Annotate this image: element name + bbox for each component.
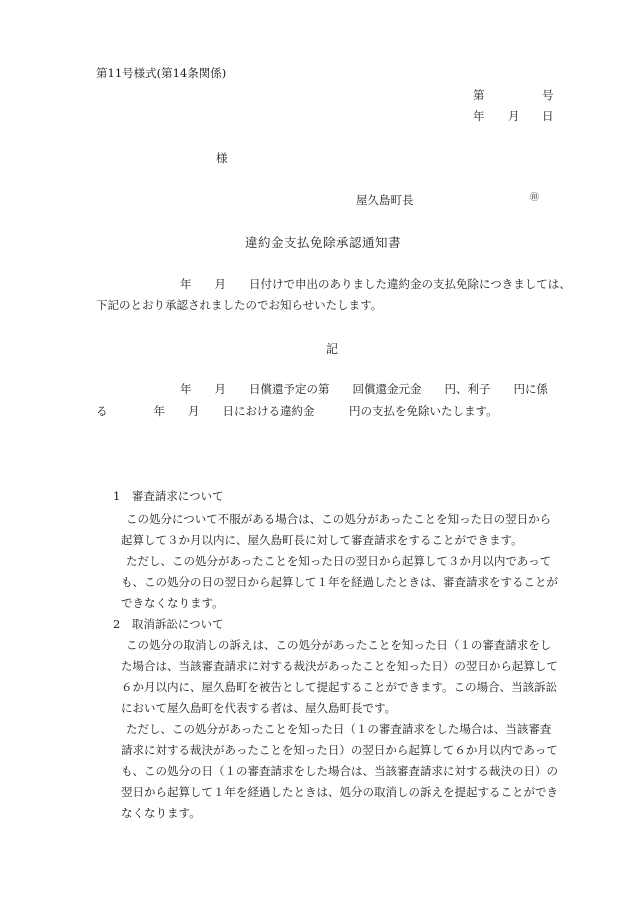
notice-line: ６か月以内に、屋久島町を被告として提起することができます。この場合、当該訴訟	[121, 680, 558, 694]
notice-line: ただし、この処分があったことを知った日（１の審査請求をした場合は、当該審査	[126, 722, 552, 736]
detail-text-line-2: る 年 月 日における違約金 円の支払を免除いたします。	[96, 404, 498, 418]
date-year-label: 年	[473, 109, 485, 123]
notice-line: において屋久島町を代表する者は、屋久島町長です。	[121, 701, 397, 715]
notice-line: 翌日から起算して１年を経過したときは、処分の取消しの訴えを提起することができ	[121, 785, 558, 799]
notice-line: できなくなります。	[121, 596, 224, 610]
notice-line: 起算して３か月以内に、屋久島町長に対して審査請求をすることができます。	[121, 533, 523, 547]
notice-heading-review: 1 審査請求について	[113, 489, 224, 503]
notice-line: も、この処分の日の翌日から起算して１年を経過したときは、審査請求をすることが	[121, 575, 558, 589]
date-month-label: 月	[508, 109, 520, 123]
notice-line: この処分について不服がある場合は、この処分があったことを知った日の翌日から	[126, 512, 552, 526]
date-day-label: 日	[542, 109, 554, 123]
doc-number-suffix: 号	[542, 88, 554, 102]
notice-line: 請求に対する裁決があったことを知った日）の翌日から起算して６か月以内であって	[121, 743, 558, 757]
notice-line: ただし、この処分があったことを知った日の翌日から起算して３か月以内であって	[126, 554, 552, 568]
form-number: 第11号様式(第14条関係)	[96, 66, 227, 80]
body-text-line-1: 年 月 日付けで申出のありました違約金の支払免除につきましては、	[180, 277, 571, 291]
body-text-line-2: 下記のとおり承認されましたのでお知らせいたします。	[96, 298, 383, 312]
doc-number-prefix: 第	[473, 88, 485, 102]
notice-line: も、この処分の日（１の審査請求をした場合は、当該審査請求に対する裁決の日）の	[121, 764, 558, 778]
notice-line: この処分の取消しの訴えは、この処分があったことを知った日（１の審査請求をし	[126, 638, 552, 652]
addressee-honorific: 様	[216, 151, 228, 165]
detail-text-line-1: 年 月 日償還予定の第 回償還金元金 円、利子 円に係	[180, 382, 548, 396]
notice-heading-lawsuit: 2 取消訴訟について	[113, 617, 224, 631]
issuer-name: 屋久島町長	[356, 193, 414, 207]
document-title: 違約金支払免除承認通知書	[245, 235, 402, 250]
notice-line: なくなります。	[121, 806, 201, 820]
notice-line: た場合は、当該審査請求に対する裁決があったことを知った日）の翌日から起算して	[121, 659, 558, 673]
seal-mark: ㊞	[530, 193, 540, 203]
ki-heading: 記	[326, 342, 339, 356]
